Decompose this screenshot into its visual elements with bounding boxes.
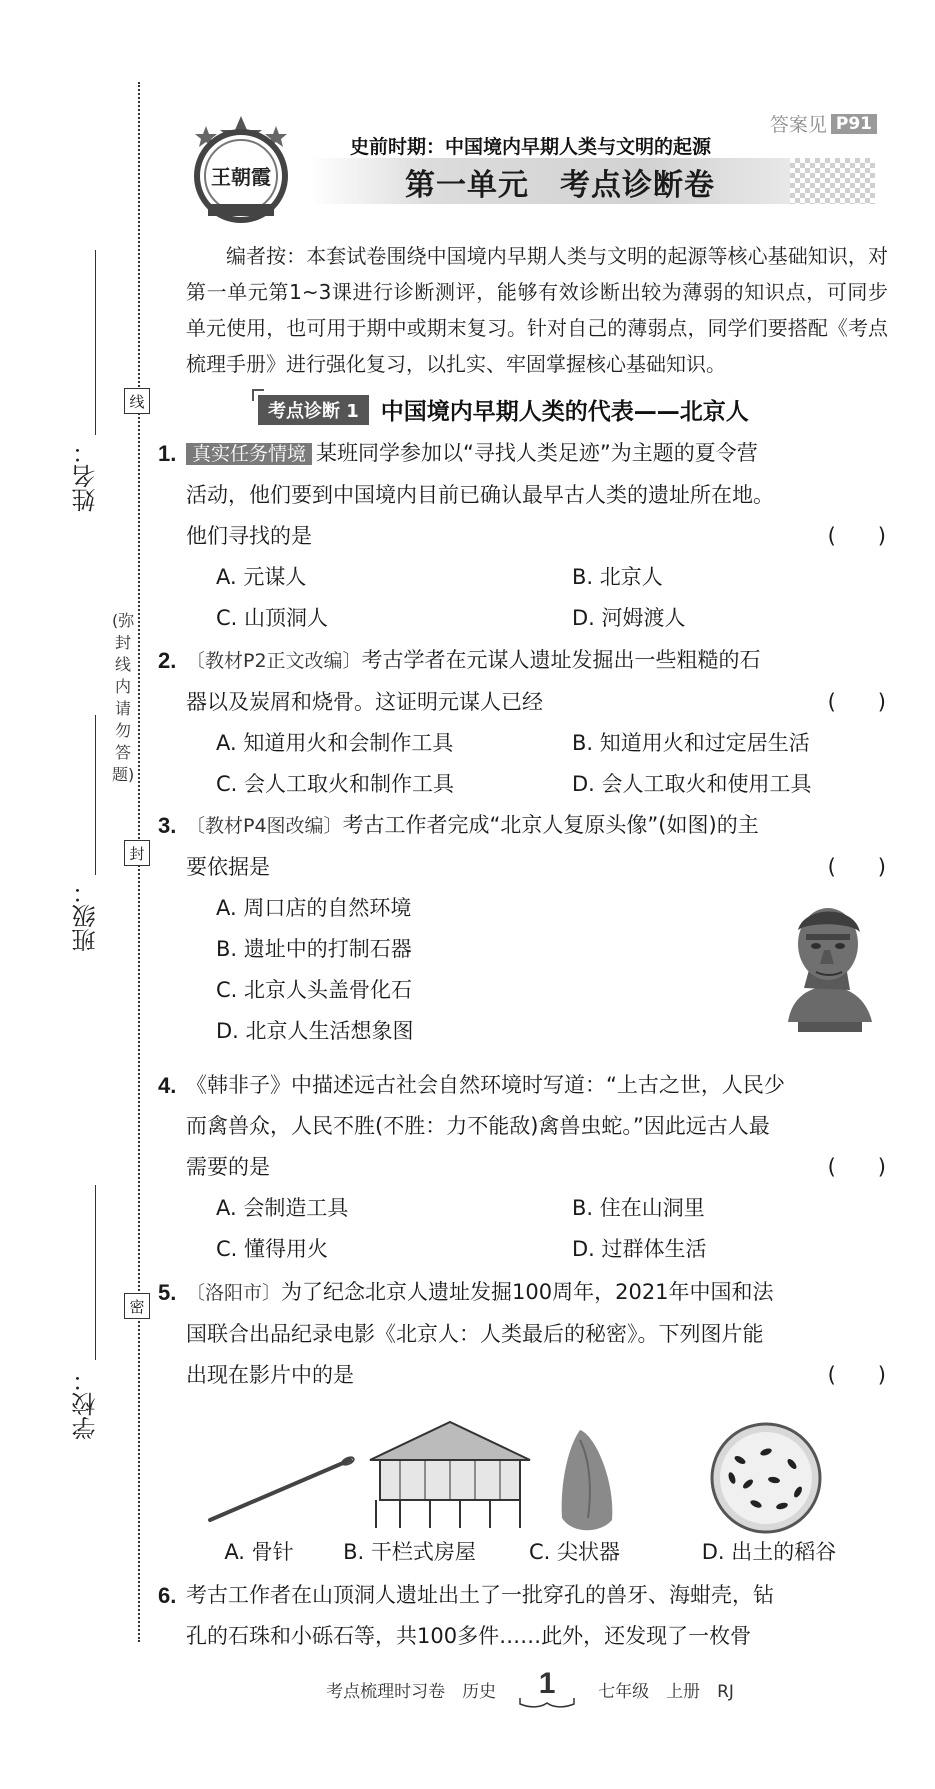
stilt-house-image (370, 1422, 530, 1528)
page-number-text: 1 (538, 1667, 556, 1700)
question-stem: 要依据是 (186, 855, 270, 879)
option-d[interactable]: D. 北京人生活想象图 (216, 1019, 414, 1043)
section-heading (258, 393, 749, 426)
answer-reference (770, 110, 877, 137)
page-number (518, 1666, 576, 1702)
question-stem: 活动，他们要到中国境内目前已确认最早古人类的遗址所在地。 (186, 483, 774, 507)
name-underline (95, 250, 96, 435)
option-b[interactable]: B. 干栏式房屋 (343, 1540, 476, 1564)
peking-man-bust-image (770, 900, 882, 1035)
class-underline (95, 715, 96, 875)
question-stem: 器以及炭屑和烧骨。这证明元谋人已经 (186, 690, 543, 714)
answer-ref-label: 答案见 (769, 114, 827, 136)
answer-blank[interactable]: ( ) (827, 690, 886, 714)
source-tag: 〔教材P2正文改编〕 (186, 650, 362, 672)
question-4 (158, 1065, 888, 1270)
title-checker-pattern (790, 158, 875, 204)
question-number: 5. (158, 1280, 177, 1305)
page-number-decoration (518, 1696, 576, 1710)
pointed-stone-tool-image (562, 1430, 613, 1530)
option-a[interactable]: A. 元谋人 (216, 565, 307, 589)
page-title: 第一单元 考点诊断卷 (405, 168, 715, 203)
question-stem: 考古工作者完成“北京人复原头像”(如图)的主 (342, 813, 759, 837)
question-stem: 他们寻找的是 (186, 524, 312, 548)
question-5-options (200, 1536, 890, 1566)
option-d[interactable]: D. 会人工取火和使用工具 (572, 772, 812, 796)
option-b[interactable]: B. 遗址中的打制石器 (216, 937, 412, 961)
source-tag: 〔洛阳市〕 (186, 1282, 282, 1304)
answer-blank[interactable]: ( ) (827, 855, 886, 879)
footer-grade: 七年级 上册 RJ (598, 1682, 734, 1702)
option-a[interactable]: A. 骨针 (224, 1540, 294, 1564)
option-c[interactable]: C. 会人工取火和制作工具 (216, 772, 455, 796)
option-b[interactable]: B. 北京人 (572, 565, 663, 589)
question-6 (158, 1575, 888, 1657)
seal-mark-xian: 线 (124, 388, 150, 414)
option-c[interactable]: C. 北京人头盖骨化石 (216, 978, 413, 1002)
option-d[interactable]: D. 出土的稻谷 (701, 1540, 837, 1564)
editor-note: 编者按：本套试卷围绕中国境内早期人类与文明的起源等核心基础知识，对第一单元第1~3课进行诊断测评，能够有效诊断出较为薄弱的知识点，可同步单元使用，也可用于期中或期末复习。针对自己的薄弱点，同学们要搭配《考点梳理手册》进行强化复习，以扎实、牢固掌握核心基础知识。 (186, 244, 888, 376)
section-title: 中国境内早期人类的代表——北京人 (380, 399, 749, 425)
footer-series: 考点梳理时习卷 历史 (326, 1682, 497, 1702)
option-c[interactable]: C. 尖状器 (528, 1540, 620, 1564)
seal-mark-mi: 密 (124, 1293, 150, 1319)
question-stem: 孔的石珠和小砾石等，共100多件……此外，还发现了一枚骨 (186, 1624, 752, 1648)
school-label: 学校： (72, 1368, 100, 1440)
answer-blank[interactable]: ( ) (827, 1363, 886, 1387)
option-a[interactable]: A. 周口店的自然环境 (216, 896, 412, 920)
option-b[interactable]: B. 知道用火和过定居生活 (572, 731, 810, 755)
unit-subtitle: 史前时期：中国境内早期人类与文明的起源 (350, 136, 712, 158)
logo-text: 王朝霞 (211, 165, 271, 189)
option-b[interactable]: B. 住在山洞里 (572, 1196, 705, 1220)
task-tag: 真实任务情境 (186, 443, 312, 465)
question-stem: 《韩非子》中描述远古社会自然环境时写道：“上古之世，人民少 (186, 1073, 785, 1097)
answer-blank[interactable]: ( ) (827, 1155, 886, 1179)
question-number: 4. (158, 1073, 177, 1098)
class-label: 班级： (72, 880, 100, 952)
option-d[interactable]: D. 过群体生活 (572, 1237, 707, 1261)
question-1 (158, 433, 888, 639)
question-stem: 而禽兽众，人民不胜(不胜：力不能敌)禽兽虫蛇。”因此远古人最 (186, 1114, 770, 1138)
question-number: 6. (158, 1583, 177, 1608)
option-a[interactable]: A. 知道用火和会制作工具 (216, 731, 454, 755)
question-stem: 考古学者在元谋人遗址发掘出一些粗糙的石 (361, 648, 761, 672)
question-number: 3. (158, 813, 177, 838)
seal-note: (弥封线内请勿答题) (112, 611, 135, 784)
question-stem: 出现在影片中的是 (186, 1363, 354, 1387)
option-d[interactable]: D. 河姆渡人 (572, 606, 686, 630)
source-tag: 〔教材P4图改编〕 (186, 815, 343, 837)
question-number: 2. (158, 648, 177, 673)
bone-needle-image (210, 1456, 355, 1520)
brand-logo (186, 112, 296, 224)
name-label: 姓名： (72, 440, 100, 512)
question-2 (158, 640, 888, 805)
question-5-images (200, 1400, 890, 1555)
question-stem: 为了纪念北京人遗址发掘100周年，2021年中国和法 (281, 1280, 774, 1304)
question-number: 1. (158, 441, 177, 466)
question-stem: 考古工作者在山顶洞人遗址出土了一批穿孔的兽牙、海蚶壳，钻 (186, 1583, 774, 1607)
question-stem: 国联合出品纪录电影《北京人：人类最后的秘密》。下列图片能 (186, 1322, 764, 1346)
school-underline (95, 1185, 96, 1360)
excavated-rice-image (712, 1424, 820, 1532)
option-a[interactable]: A. 会制造工具 (216, 1196, 349, 1220)
answer-blank[interactable]: ( ) (827, 524, 886, 548)
section-tag: 考点诊断 1 (258, 395, 369, 425)
option-c[interactable]: C. 懂得用火 (216, 1237, 329, 1261)
page-footer (300, 1666, 760, 1702)
question-5 (158, 1272, 888, 1396)
seal-mark-feng: 封 (124, 840, 150, 866)
answer-ref-page: P91 (831, 114, 877, 134)
question-stem: 某班同学参加以“寻找人类足迹”为主题的夏令营 (316, 441, 758, 465)
question-stem: 需要的是 (186, 1155, 270, 1179)
option-c[interactable]: C. 山顶洞人 (216, 606, 329, 630)
